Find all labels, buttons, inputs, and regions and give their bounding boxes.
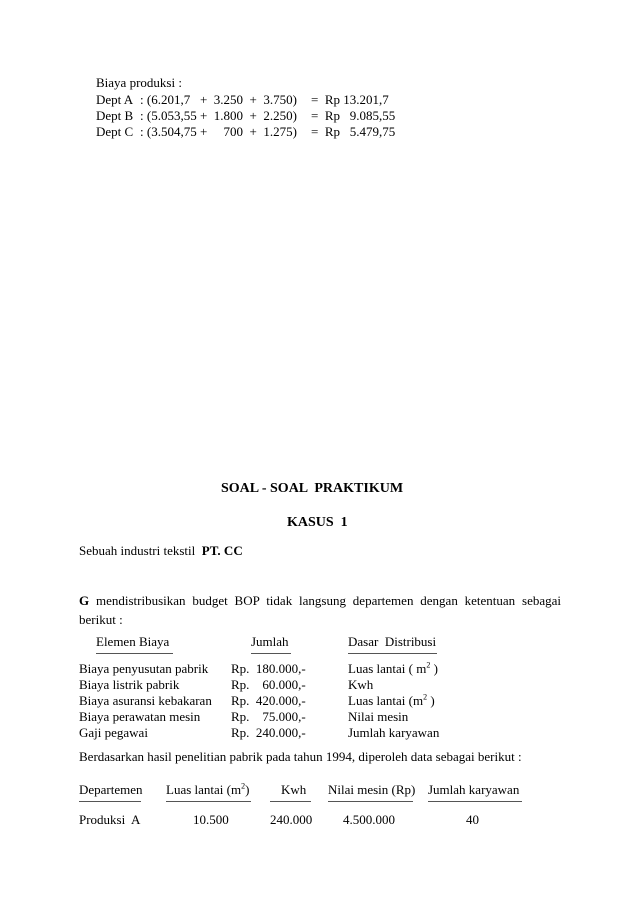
t1-row3-dasar: Luas lantai ($m^2$ ): [348, 692, 435, 708]
t2-underline-departemen: [79, 801, 141, 802]
t1-row5-dasar: Jumlah karyawan: [348, 725, 440, 740]
t1-row4-dasar: Nilai mesin: [348, 709, 409, 724]
t1-row1-elemen: Biaya penyusutan pabrik: [79, 661, 209, 676]
dept-c-formula: : (3.504,75 + 700 + 1.275): [140, 124, 297, 139]
t2-row1-kwh: 240.000: [270, 812, 313, 827]
t1-row3-jumlah: Rp. 420.000,-: [231, 693, 306, 708]
t1-row5-jumlah: Rp. 240.000,-: [231, 725, 306, 740]
dept-b-formula: : (5.053,55 + 1.800 + 2.250): [140, 108, 297, 123]
research-text: Berdasarkan hasil penelitian pabrik pada tahun 1994, diperoleh data sebagai berikut :: [79, 749, 522, 764]
t1-row4-jumlah: Rp. 75.000,-: [231, 709, 306, 724]
t1-header-jumlah: Jumlah: [251, 634, 289, 649]
t1-row1-dasar: Luas lantai ( $m^2$ ): [348, 660, 438, 676]
t2-underline-nilai-mesin: [328, 801, 413, 802]
t1-row2-dasar: Kwh: [348, 677, 374, 692]
t2-header-nilai-mesin: Nilai mesin (Rp): [328, 782, 416, 797]
t1-row3-elemen: Biaya asuransi kebakaran: [79, 693, 212, 708]
t2-underline-kwh: [270, 801, 311, 802]
t2-underline-luas: [166, 801, 251, 802]
dept-a-formula: : (6.201,7 + 3.250 + 3.750): [140, 92, 297, 107]
t1-row4-elemen: Biaya perawatan mesin: [79, 709, 201, 724]
t1-header-dasar: Dasar Distribusi: [348, 634, 437, 649]
paragraph-lead: G: [79, 593, 90, 608]
biaya-produksi-heading: Biaya produksi :: [96, 75, 182, 90]
dept-b-label: Dept B: [96, 108, 134, 123]
t1-row2-jumlah: Rp. 60.000,-: [231, 677, 306, 692]
t2-header-departemen: Departemen: [79, 782, 143, 797]
company-name: PT. CC: [201, 543, 243, 558]
t1-underline-elemen: [96, 653, 173, 654]
dept-c-result: = Rp 5.479,75: [311, 124, 396, 139]
dept-a-result: = Rp 13.201,7: [311, 92, 389, 107]
distribution-paragraph: [79, 591, 561, 629]
t1-header-elemen: Elemen Biaya: [96, 634, 170, 649]
t1-underline-dasar: [348, 653, 437, 654]
t2-row1-luas: 10.500: [193, 812, 229, 827]
t2-header-kwh: Kwh: [281, 782, 307, 797]
intro-line: [79, 543, 243, 559]
t2-underline-jumlah-karyawan: [428, 801, 522, 802]
t2-row1-departemen: Produksi A: [79, 812, 141, 827]
t2-header-luas: Luas lantai $(m^2)$: [166, 781, 250, 797]
dept-c-label: Dept C: [96, 124, 134, 139]
intro-text: Sebuah industri tekstil: [79, 543, 202, 558]
t1-row1-jumlah: Rp. 180.000,-: [231, 661, 306, 676]
t1-row5-elemen: Gaji pegawai: [79, 725, 148, 740]
paragraph-text: mendistribusikan budget BOP tidak langsung departemen dengan ketentuan sebagai berikut :: [79, 593, 561, 627]
t2-row1-jumlah-karyawan: 40: [466, 812, 479, 827]
section-title: SOAL - SOAL PRAKTIKUM: [221, 481, 404, 496]
t2-row1-nilai-mesin: 4.500.000: [343, 812, 395, 827]
t2-header-jumlah-karyawan: Jumlah karyawan: [428, 782, 520, 797]
t1-row2-elemen: Biaya listrik pabrik: [79, 677, 180, 692]
dept-a-label: Dept A: [96, 92, 134, 107]
dept-b-result: = Rp 9.085,55: [311, 108, 396, 123]
t1-underline-jumlah: [251, 653, 291, 654]
case-title: KASUS 1: [287, 515, 348, 530]
